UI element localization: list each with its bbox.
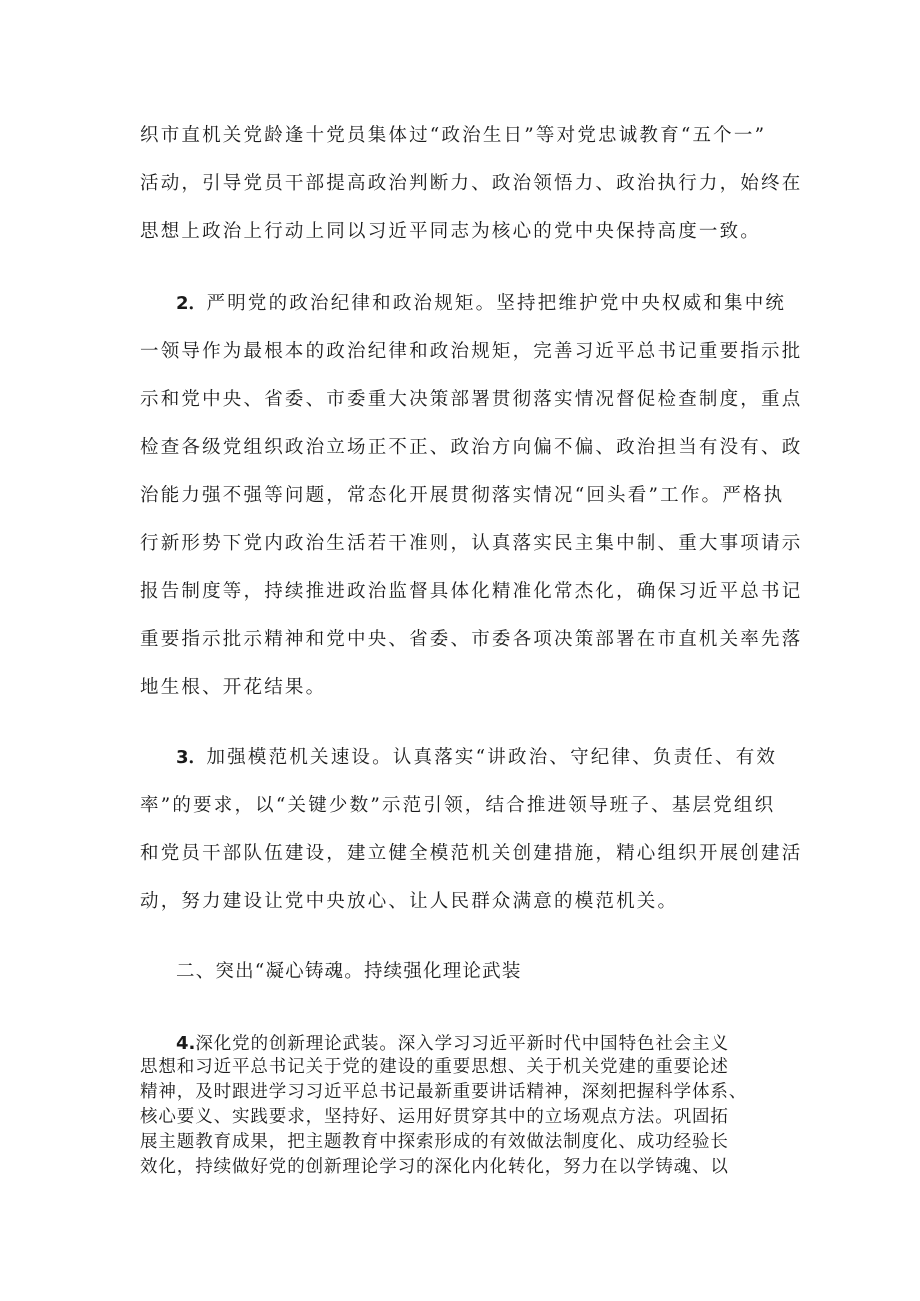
item4-line: 精神，及时跟进学习习近平总书记最新重要讲话精神，深刻把握科学体系、 (140, 1082, 748, 1102)
item2-line: 地生根、开花结果。 (140, 677, 327, 698)
item2-line: 检查各级党组织政治立场正不正、政治方向偏不偏、政治担当有没有、政 (140, 437, 803, 458)
item2-line: 重要指示批示精神和党中央、省委、市委各项决策部署在市直机关率先落 (140, 629, 803, 650)
item2-line: 治能力强不强等问题，常态化开展贯彻落实情况“回头看”工作。严格执 (140, 485, 785, 506)
para1-line: 思想上政治上行动上同以习近平同志为核心的党中央保持高度一致。 (140, 221, 762, 242)
item2-first-line (176, 292, 785, 316)
item4-number: 4. (176, 1033, 196, 1054)
item3-first-text: 加强模范机关速设。认真落实“讲政治、守纪律、负责任、有效 (206, 747, 778, 768)
item2-number: 2． (176, 293, 207, 314)
item4-first-line (176, 1033, 785, 1055)
item3-first-line (176, 746, 785, 770)
item3-number: 3． (176, 747, 207, 768)
item2-line: 一领导作为最根本的政治纪律和政治规矩，完善习近平总书记重要指示批 (140, 341, 803, 362)
item3-line: 率”的要求，以“关键少数”示范引领，结合推进领导班子、基层党组织 (140, 795, 776, 816)
item4-line: 核心要义、实践要求，坚持好、运用好贯穿其中的立场观点方法。巩固拓 (140, 1107, 729, 1127)
item2-line: 行新形势下党内政治生活若干准则，认真落实民主集中制、重大事项请示 (140, 533, 803, 554)
item4-line: 展主题教育成果，把主题教育中探索形成的有效做法制度化、成功经验长 (140, 1132, 729, 1152)
item2-line: 示和党中央、省委、市委重大决策部署贯彻落实情况督促检查制度，重点 (140, 389, 803, 410)
item4-line: 效化，持续做好党的创新理论学习的深化内化转化，努力在以学铸魂、以 (140, 1157, 729, 1177)
para1-line: 织市直机关党龄逢十党员集体过“政治生日”等对党忠诚教育“五个一” (140, 125, 767, 146)
section-heading: 二、突出“凝心铸魂。持续强化理论武装 (176, 961, 522, 982)
para1-line: 活动，引导党员干部提高政治判断力、政治领悟力、政治执行力，始终在 (140, 173, 803, 194)
item4-line: 思想和习近平总书记关于党的建设的重要思想、关于机关党建的重要论述 (140, 1057, 729, 1077)
item2-line: 报告制度等，持续推进政治监督具体化精准化常杰化，确保习近平总书记 (140, 581, 803, 602)
item2-first-text: 严明党的政治纪律和政治规矩。坚持把维护党中央权威和集中统 (206, 293, 787, 314)
item4-first-text: 深化党的创新理论武装。深入学习习近平新时代中国特色社会主义 (195, 1034, 729, 1054)
item3-line: 和党员干部队伍建设，建立健全模范机关创建措施，精心组织开展创建活 (140, 843, 803, 864)
item3-line: 动，努力建设让党中央放心、让人民群众满意的模范机关。 (140, 891, 679, 912)
